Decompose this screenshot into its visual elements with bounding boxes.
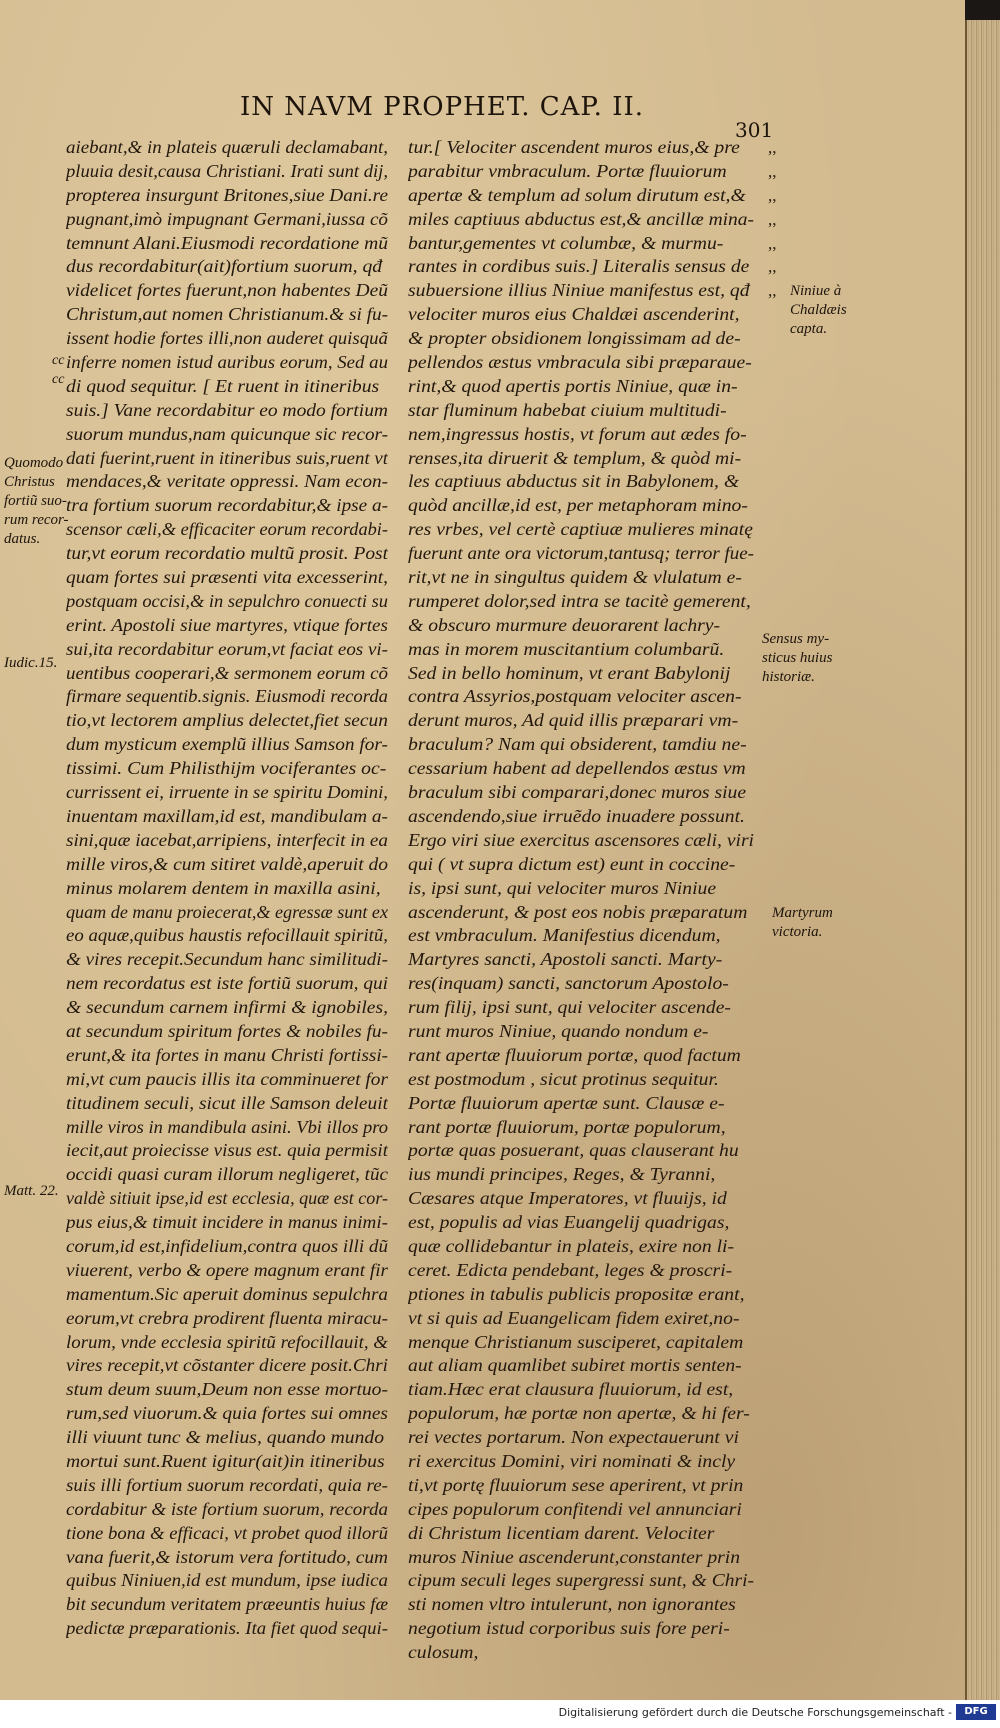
text-line: di quod sequitur. [ Et ruent in itineribus [66, 375, 380, 396]
text-line: uentibus cooperari,& sermonem eorum cõ [66, 662, 388, 683]
text-line: inferre nomen istud auribus eorum, Sed au [66, 352, 388, 373]
margin-note-line: Sensus my- [762, 631, 830, 647]
book-page-edges [965, 20, 1000, 1700]
margin-note-line: Niniue à [790, 283, 842, 299]
text-line: derunt muros, Ad quid illis præparari vm- [408, 710, 739, 731]
running-title: IN NAVM PROPHET. CAP. II. [240, 92, 644, 122]
text-line: firmare sequentib.signis. Eiusmodi recorda [66, 686, 388, 707]
text-line: populorum, hæ portæ non apertæ, & hi fer- [408, 1403, 750, 1424]
text-line: rumperet dolor,sed intra se tacitè gemerent, [408, 590, 751, 611]
text-line: lorum, vnde ecclesia spiritũ refocillauit, & [66, 1331, 388, 1352]
margin-note-line: rum recor- [4, 512, 69, 528]
text-line: rei vectes portarum. Non expectauerunt vi [408, 1427, 739, 1448]
text-line: renses,ita diruerit & templum, & quòd mi- [408, 447, 742, 468]
text-line: cessarium habent ad depellendos æstus vm [408, 758, 746, 779]
margin-note-niniue [790, 282, 847, 339]
text-line: culosum, [408, 1642, 479, 1663]
text-line: rum filij, ipsi sunt, qui velociter ascende- [408, 997, 731, 1018]
quote-marker: cc [52, 353, 65, 368]
margin-note-line: Martyrum [772, 905, 833, 921]
text-line: bit secundum veritatem præeuntis huius fæ [66, 1594, 388, 1615]
quote-marker: ,, [768, 233, 777, 253]
text-line: braculum? Nam qui obsiderent, tamdiu ne- [408, 734, 747, 755]
text-line: pluuia desit,causa Christiani. Irati sunt dij, [66, 160, 388, 181]
text-line: mille viros,& cum sitiret valdè,aperuit do [66, 853, 388, 874]
text-line: tio,vt lectorem amplius delectet,fiet secun [66, 710, 388, 731]
text-line: rant portæ fluuiorum, portæ populorum, [408, 1116, 726, 1137]
text-line: eo aquæ,quibus haustis refocillauit spiritũ, [66, 925, 388, 946]
text-line: mamentum.Sic aperuit dominus sepulchra [66, 1283, 388, 1304]
margin-note-line: Christus [4, 474, 55, 490]
text-line: ascendendo,siue irruẽdo inuadere possunt. [408, 805, 745, 826]
text-line: dati fuerint,ruent in itineribus suis,ruent vt [66, 447, 388, 468]
margin-note-martyrum [772, 904, 833, 942]
text-line: sui,ita recordabitur eorum,vt faciat eos vi- [66, 638, 388, 659]
text-line: subuersione illius Niniue manifestus est, qđ [408, 280, 750, 301]
text-line: ascenderunt, & post eos nobis præparatum [408, 901, 748, 922]
text-line: Sed in bello hominum, vt erant Babylonij [408, 662, 731, 683]
margin-note-line: datus. [4, 531, 41, 547]
text-line: ti,vt portę fluuiorum sese aperirent, vt prin [408, 1474, 744, 1495]
text-line: velociter muros eius Chaldæi ascenderint, [408, 304, 740, 325]
margin-note-line: capta. [790, 321, 828, 337]
text-line: runt muros Niniue, quando nondum e- [408, 1020, 709, 1041]
quote-marker: ,, [768, 185, 777, 205]
text-line: cipes populorum confitendi vel annunciari [408, 1498, 742, 1519]
quote-marker: ,, [768, 281, 777, 301]
text-line: at secundum spiritum fortes & nobiles fu- [66, 1020, 388, 1041]
text-line: vt si quis ad Euangelicam fidem exiret,no- [408, 1307, 740, 1328]
text-line: bantur,gementes vt columbæ, & murmu- [408, 232, 724, 253]
text-line: quòd ancillæ,id est, per metaphoram mino- [408, 495, 748, 516]
text-line: apertæ & templum ad solum dirutum est,& [408, 184, 746, 205]
text-line: rant apertæ fluuiorum portæ, quod factum [408, 1044, 741, 1065]
text-line: rit,vt ne in singultus quidem & vlulatum e- [408, 567, 742, 588]
text-line: titudinem seculi, sicut ille Samson deleuit [66, 1092, 388, 1113]
text-line: tione bona & efficaci, vt probet quod illorũ [66, 1522, 388, 1543]
text-line: cipum seculi leges supergressi sunt, & Chri- [408, 1570, 754, 1591]
right-text-column [408, 136, 754, 1665]
text-line: tur.[ Velociter ascendent muros eius,& pre [408, 137, 740, 157]
text-line: propterea insurgunt Britones,siue Dani.re [66, 184, 388, 205]
text-line: rint,& quod apertis portis Niniue, quæ in- [408, 375, 738, 396]
margin-note-line: fortiũ suo- [4, 493, 67, 509]
left-text-column [66, 136, 388, 1641]
text-line: Martyres sancti, Apostoli sancti. Marty- [408, 949, 723, 970]
text-line: currissent ei, irruente in se spiritu Domini, [66, 782, 388, 803]
text-line: vires recepit,vt cõstanter dicere posit.Chri [66, 1355, 388, 1376]
text-line: tra fortium suorum recordabitur,& ipse a- [66, 495, 388, 516]
text-line: braculum sibi comparari,donec muros siue [408, 782, 747, 803]
text-line: temnunt Alani.Eiusmodi recordatione mũ [66, 232, 388, 253]
text-line: qui ( vt supra dictum est) eunt in coccine- [408, 853, 736, 874]
text-line: inuentam maxillam,id est, mandibulam a- [66, 805, 388, 826]
text-line: ius mundi principes, Reges, & Tyranni, [408, 1164, 716, 1185]
margin-note-quomodo [4, 454, 69, 549]
text-line: mi,vt cum paucis illis ita comminueret for [66, 1068, 388, 1089]
text-line: quibus Niniuen,id est mundum, ipse iudica [66, 1570, 388, 1591]
text-line: postquam occisi,& in sepulchro conuecti su [66, 590, 388, 611]
text-line: ri exercitus Domini, viri nominati & incly [408, 1450, 736, 1471]
text-line: nem,ingressus hostis, vt forum aut ædes fo- [408, 423, 747, 444]
text-line: tur,vt eorum recordatio multũ prosit. Post [66, 543, 388, 564]
quote-marker: cc [52, 372, 65, 387]
text-line: mille viros in mandibula asini. Vbi illos pro [66, 1116, 388, 1137]
margin-note-line: victoria. [772, 924, 823, 940]
text-line: res(inquam) sancti, sanctorum Apostolo- [408, 973, 729, 994]
text-line: rum,sed viuorum.& quia fortes sui omnes [66, 1403, 388, 1424]
text-line: scensor cæli,& efficaciter eorum recordabi- [66, 519, 388, 540]
page-number: 301 [735, 118, 774, 142]
text-line: is, ipsi sunt, qui velociter muros Niniue [408, 877, 717, 898]
text-line: pedictæ præparationis. Ita fiet quod sequi- [66, 1618, 388, 1639]
text-line: est vmbraculum. Manifestius dicendum, [408, 925, 721, 946]
text-line: pellendos æstus vmbracula sibi præparaue- [408, 352, 752, 373]
text-line: vana fuerit,& istorum vera fortitudo, cum [66, 1546, 388, 1567]
margin-note-line: sticus huius [762, 650, 833, 666]
text-line: Cæsares atque Imperatores, vt fluuijs, id [408, 1188, 727, 1209]
text-line: est postmodum , sicut protinus sequitur. [408, 1068, 719, 1089]
text-line: parabitur vmbraculum. Portæ fluuiorum [408, 160, 727, 181]
text-line: ptiones in tabulis publicis propositæ erant, [408, 1283, 745, 1304]
text-line: dus recordabitur(ait)fortium suorum, qđ [66, 256, 383, 277]
text-line: aut aliam quamlibet subiret mortis senten- [408, 1355, 742, 1376]
text-line: iecit,aut proiecisse visus est. quia permisit [66, 1140, 388, 1161]
margin-note-line: Chaldæis [790, 302, 847, 318]
text-line: erunt,& ita fortes in manu Christi fortissi- [66, 1044, 388, 1065]
text-line: nem recordatus est iste fortiũ suorum, qui [66, 973, 388, 994]
text-line: res vrbes, vel certè captiuæ mulieres minatę [408, 519, 753, 540]
text-line: dum mysticum exemplũ illius Samson for- [66, 734, 388, 755]
text-line: sti nomen vltro intulerunt, non ignorantes [408, 1594, 736, 1615]
text-line: issent hodie fortes illi,non auderet quisquã [66, 328, 388, 349]
left-quote-markers [52, 351, 64, 389]
text-line: & obscuro murmure deuorarent lachry- [408, 614, 721, 635]
text-line: miles captiuus abductus est,& ancillæ mina- [408, 208, 754, 229]
quote-marker: ,, [768, 257, 777, 277]
text-line: rantes in cordibus suis.] Literalis sensus de [408, 256, 750, 277]
quote-marker: ,, [768, 209, 777, 229]
margin-note-matt: Matt. 22. [4, 1183, 59, 1199]
text-line: valdè sitiuit ipse,id est ecclesia, quæ est cor- [66, 1188, 388, 1209]
digitization-credit: Digitalisierung gefördert durch die Deutsche Forschungsgemeinschaft - [558, 1706, 952, 1719]
text-line: quam fortes sui præsenti vita excesserint, [66, 567, 388, 588]
text-line: eorum,vt crebra prodirent fluenta miracu- [66, 1307, 388, 1328]
text-line: suis.] Vane recordabitur eo modo fortium [66, 399, 388, 420]
text-line: mendaces,& veritate oppressi. Nam econ- [66, 471, 388, 492]
text-line: portæ quas posuerant, quas clauserant hu [408, 1140, 739, 1161]
text-line: suorum mundus,nam quicunque sic recor- [66, 423, 388, 444]
margin-note-line: Quomodo [4, 455, 64, 471]
text-line: les captiuus abductus sit in Babylonem, & [408, 471, 740, 492]
text-line: aiebant,& in plateis quæruli declamabant, [66, 137, 388, 157]
margin-note-line: historiæ. [762, 669, 815, 685]
text-line: sini,quæ iacebat,arripiens, interfecit in ea [66, 829, 388, 850]
text-line: & propter obsidionem longissimam ad de- [408, 328, 741, 349]
text-line: & secundum carnem infirmi & ignobiles, [66, 997, 388, 1018]
text-line: est, populis ad vias Euangelij quadrigas, [408, 1212, 730, 1233]
text-line: mas in morem muscitantium columbarũ. [408, 638, 725, 659]
margin-note-sensus [762, 630, 832, 687]
text-line: muros Niniue ascenderunt,constanter prin [408, 1546, 741, 1567]
text-line: tissimi. Cum Philisthijm vociferantes oc- [66, 758, 387, 779]
text-line: occidi quasi curam illorum negligeret, tũc [66, 1164, 388, 1185]
text-line: fuerunt ante ora victorum,tantusq; terror fue- [408, 543, 754, 564]
text-line: mortui sunt.Ruent igitur(ait)in itineribus [66, 1450, 385, 1471]
quote-marker: ,, [768, 161, 777, 181]
text-line: erint. Apostoli siue martyres, vtique fortes [66, 614, 388, 635]
text-line: pugnant,imò impugnant Germani,iussa cõ [66, 208, 388, 229]
text-line: ceret. Edicta pendebant, leges & proscri- [408, 1259, 733, 1280]
margin-note-iudic: Iudic.15. [4, 655, 58, 671]
text-line: Portæ fluuiorum apertæ sunt. Clausæ e- [408, 1092, 725, 1113]
text-line: minus molarem dentem in maxilla asini, [66, 877, 381, 898]
text-line: quam de manu proiecerat,& egressæ sunt ex [66, 901, 388, 922]
text-line: Christum,aut nomen Christianum.& si fu- [66, 304, 388, 325]
text-line: star fluminum habebat ciuium multitudi- [408, 399, 727, 420]
right-quote-markers [768, 136, 777, 303]
text-line: videlicet fortes fuerunt,non habentes Deũ [66, 280, 388, 301]
text-line: stum deum suum,Deum non esse mortuo- [66, 1379, 388, 1400]
text-line: pus eius,& timuit incidere in manus inimi- [66, 1212, 388, 1233]
text-line: negotium istud corporibus suis fore peri- [408, 1618, 730, 1639]
text-line: illi viuunt tunc & melius, quando mundo [66, 1427, 385, 1448]
text-line: di Christum licentiam darent. Velociter [408, 1522, 715, 1543]
text-line: viuerent, verbo & opere magnum erant fir [66, 1259, 388, 1280]
text-line: corum,id est,infidelium,contra quos illi dũ [66, 1235, 388, 1256]
text-line: suis illi fortium suorum recordati, quia re- [66, 1474, 388, 1495]
text-line: menque Christianum susciperet, capitalem [408, 1331, 744, 1352]
text-line: tiam.Hæc erat clausura fluuiorum, id est, [408, 1379, 734, 1400]
text-line: quæ collidebantur in plateis, exire non li- [408, 1235, 735, 1256]
text-line: & vires recepit.Secundum hanc similitudi- [66, 949, 388, 970]
quote-marker: ,, [768, 138, 777, 157]
text-line: Ergo viri siue exercitus ascensores cæli, viri [408, 829, 754, 850]
text-line: contra Assyrios,postquam velociter ascen- [408, 686, 742, 707]
dfg-logo: DFG [956, 1704, 996, 1720]
text-line: cordabitur & iste fortium suorum, recorda [66, 1498, 388, 1519]
